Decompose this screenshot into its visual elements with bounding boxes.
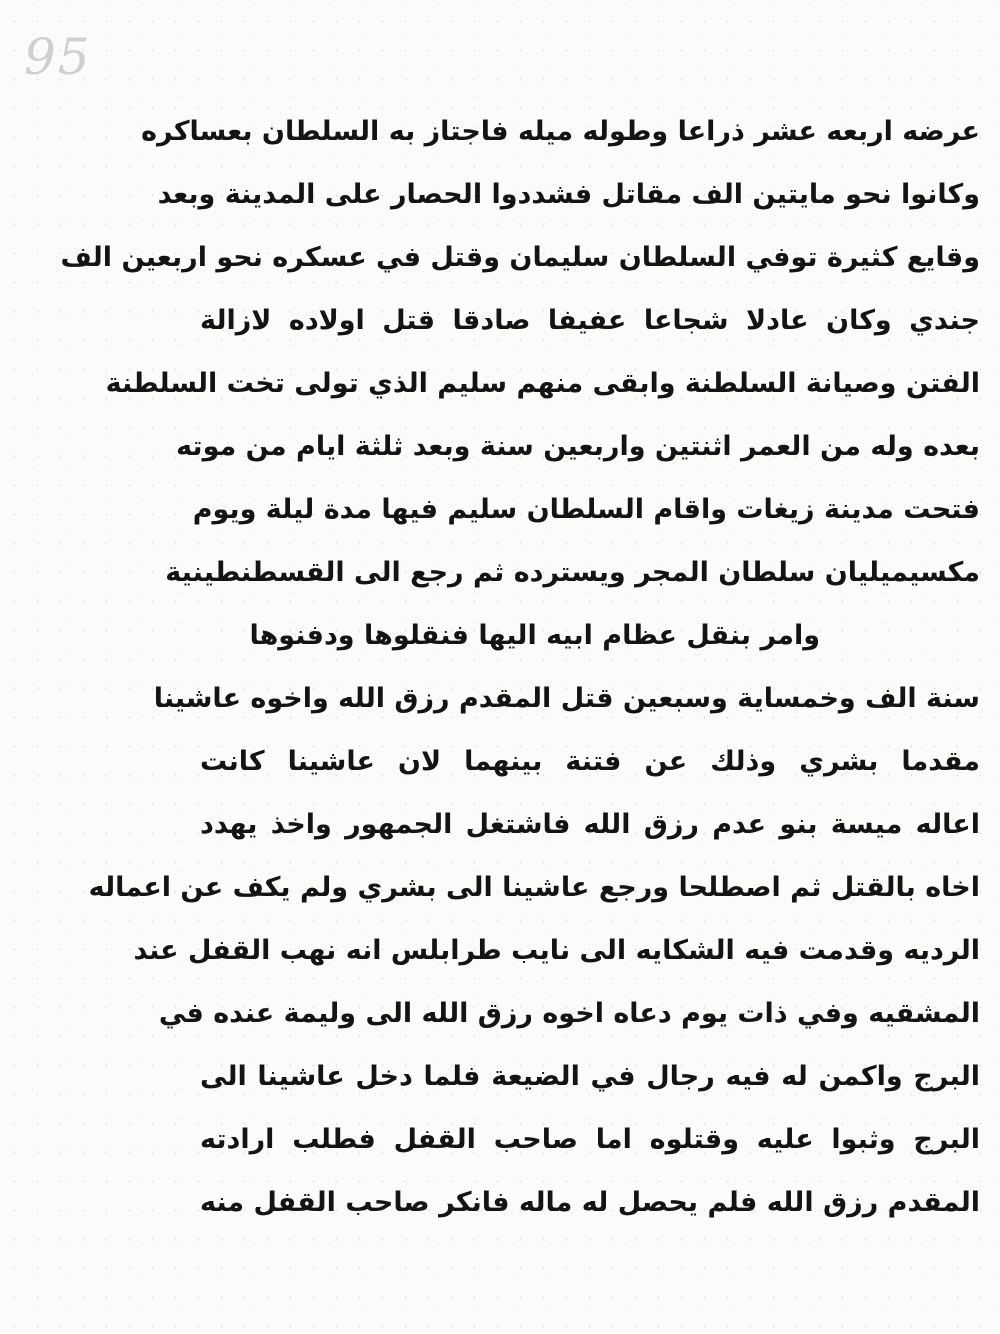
text-line: وقايع كثيرة توفي السلطان سليمان وقتل في عسكره نحو اربعين الف bbox=[60, 242, 980, 273]
text-line: وكانوا نحو مايتين الف مقاتل فشددوا الحصار على المدينة وبعد bbox=[157, 179, 980, 210]
manuscript-text-block bbox=[60, 100, 980, 1234]
text-line: المقدم رزق الله فلم يحصل له ماله فانكر صاحب القفل منه bbox=[200, 1187, 980, 1218]
text-line: مقدما بشري وذلك عن فتنة بينهما لان عاشينا كانت bbox=[200, 746, 980, 777]
text-line: فتحت مدينة زيغات واقام السلطان سليم فيها مدة ليلة ويوم bbox=[192, 494, 980, 525]
text-line: المشقيه وفي ذات يوم دعاه اخوه رزق الله الى وليمة عنده في bbox=[158, 998, 980, 1029]
text-line: بعده وله من العمر اثنتين واربعين سنة وبعد ثلثة ايام من موته bbox=[176, 431, 980, 462]
text-line: اعاله ميسة بنو عدم رزق الله فاشتغل الجمهور واخذ يهدد bbox=[200, 809, 980, 840]
folio-number: 95 bbox=[24, 28, 92, 86]
text-line: الرديه وقدمت فيه الشكايه الى نايب طرابلس انه نهب القفل عند bbox=[133, 935, 980, 966]
text-line: اخاه بالقتل ثم اصطلحا ورجع عاشينا الى بشري ولم يكف عن اعماله bbox=[88, 872, 980, 903]
text-line: عرضه اربعه عشر ذراعا وطوله ميله فاجتاز به السلطان بعساكره bbox=[141, 116, 980, 147]
text-line: البرج واكمن له فيه رجال في الضيعة فلما دخل عاشينا الى bbox=[200, 1061, 980, 1092]
text-line: الفتن وصيانة السلطنة وابقى منهم سليم الذي تولى تخت السلطنة bbox=[105, 368, 980, 399]
text-line: جندي وكان عادلا شجاعا عفيفا صادقا قتل اولاده لازالة bbox=[200, 305, 980, 336]
text-line: البرج وثبوا عليه وقتلوه اما صاحب القفل فطلب ارادته bbox=[200, 1124, 980, 1155]
text-line: مكسيميليان سلطان المجر ويسترده ثم رجع الى القسطنطينية bbox=[165, 557, 980, 588]
text-line: سنة الف وخمساية وسبعين قتل المقدم رزق الله واخوه عاشينا bbox=[153, 683, 980, 714]
text-line: وامر بنقل عظام ابيه اليها فنقلوها ودفنوها bbox=[249, 620, 820, 651]
